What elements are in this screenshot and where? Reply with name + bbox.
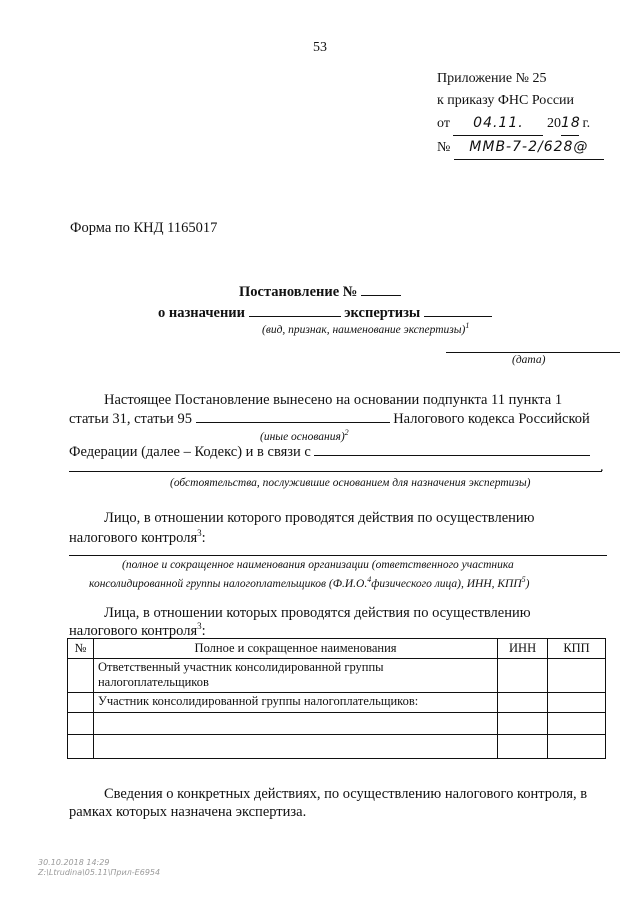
table-cell xyxy=(68,735,94,759)
appendix-number xyxy=(437,136,604,160)
appendix-line2: к приказу ФНС России xyxy=(437,93,575,108)
circumstances-period: . xyxy=(600,459,604,475)
col-header-name: Полное и сокращенное наименования xyxy=(93,639,497,659)
table-cell xyxy=(498,659,548,693)
table-cell: Ответственный участник консолидированной группы налогоплательщиков xyxy=(93,659,497,693)
para2-line1: Лицо, в отношении которого проводятся действия по осуществлению xyxy=(104,510,535,526)
person-caption-part-c: ) xyxy=(525,577,530,590)
expertise-name-blank xyxy=(424,304,492,317)
person-caption-part-b: физического лица), ИНН, КПП xyxy=(371,577,522,590)
date-suffix: г. xyxy=(582,116,591,131)
page-number: 53 xyxy=(313,40,327,55)
other-grounds-caption xyxy=(260,428,349,443)
table-cell xyxy=(498,735,548,759)
other-grounds-blank xyxy=(196,410,390,423)
date-line xyxy=(446,352,620,353)
appendix-block xyxy=(437,68,604,160)
para3-line2-text: налогового контроля xyxy=(69,622,198,639)
expertise-type-blank xyxy=(249,304,341,317)
para4-line1: Сведения о конкретных действиях, по осуществлению налогового контроля, в xyxy=(104,786,588,802)
participants-table xyxy=(67,638,606,759)
date-year-suffix: 18 xyxy=(560,115,581,131)
para3-line2: налогового контроля$^3$: xyxy=(69,621,206,639)
footnote-5-mark: 5 xyxy=(521,575,526,584)
circumstances-caption: (обстоятельства, послужившие основанием для назначения экспертизы) xyxy=(170,477,531,489)
person-caption-line1: (полное и сокращенное наименования организации (ответственного участника xyxy=(122,559,514,571)
table-cell xyxy=(548,735,606,759)
footer-line2: Z:\Ltrudina\05.11\Прил-E6954 xyxy=(38,868,161,877)
footnote-3b-mark: 3 xyxy=(197,621,202,631)
table-row xyxy=(68,735,606,759)
para3-line1: Лица, в отношении которых проводятся действия по осуществлению xyxy=(104,605,531,621)
date-caption: (дата) xyxy=(512,354,546,366)
footer-line1: 30.10.2018 14:29 xyxy=(38,858,110,867)
document-title xyxy=(0,283,640,301)
footnote-3-mark: 3 xyxy=(197,528,202,538)
person-caption-line2 xyxy=(89,575,530,590)
table-cell: Участник консолидированной группы налогоплательщиков: xyxy=(93,693,497,713)
table-row xyxy=(68,693,606,713)
table-cell xyxy=(68,713,94,735)
circumstances-blank-1 xyxy=(314,443,590,456)
para2-line2-text: налогового контроля xyxy=(69,529,198,546)
document-subtitle xyxy=(158,304,492,322)
table-cell xyxy=(68,659,94,693)
table-cell xyxy=(548,659,606,693)
order-number: ММВ-7-2/628@ xyxy=(469,139,589,155)
para1-line2-start: статьи 31, статьи 95 xyxy=(69,411,192,427)
para1-line3 xyxy=(69,443,590,461)
table-cell xyxy=(68,693,94,713)
subtitle-part2: экспертизы xyxy=(344,305,421,321)
table-cell xyxy=(548,713,606,735)
para1-line2-end: Налогового кодекса Российской xyxy=(393,411,590,427)
subtitle-part1: о назначении xyxy=(158,305,246,321)
col-header-inn: ИНН xyxy=(498,639,548,659)
col-header-number: № xyxy=(68,639,94,659)
date-year-prefix: 20 xyxy=(546,116,561,131)
footer-stamp xyxy=(38,858,160,878)
table-cell xyxy=(93,735,497,759)
other-grounds-caption-text: (иные основания) xyxy=(260,430,345,443)
title-text: Постановление № xyxy=(239,284,358,300)
col-header-kpp: КПП xyxy=(548,639,606,659)
date-day-month: 04.11. xyxy=(473,115,524,131)
para4-line2: рамках которых назначена экспертиза. xyxy=(69,804,307,820)
para2-line2: налогового контроля$^3$: xyxy=(69,528,206,546)
person-caption-part-a: консолидированной группы налогоплательщиков (Ф.И.О. xyxy=(89,577,368,590)
table-row xyxy=(68,713,606,735)
circumstances-line-2 xyxy=(69,471,602,472)
appendix-line1: Приложение № 25 xyxy=(437,71,547,86)
person-line xyxy=(69,555,607,556)
table-cell xyxy=(498,693,548,713)
table-header-row xyxy=(68,639,606,659)
subtitle-caption xyxy=(262,321,469,336)
appendix-date xyxy=(437,112,604,136)
date-prefix: от xyxy=(437,116,450,131)
table-cell xyxy=(93,713,497,735)
number-prefix: № xyxy=(437,140,451,155)
table-cell xyxy=(498,713,548,735)
para1-line2 xyxy=(69,410,609,428)
footnote-1-mark: 1 xyxy=(465,321,470,330)
para1-line3-text: Федерации (далее – Кодекс) и в связи с xyxy=(69,444,311,460)
table-row xyxy=(68,659,606,693)
footnote-2-mark: 2 xyxy=(344,428,349,437)
form-code: Форма по КНД 1165017 xyxy=(70,220,218,236)
footnote-4-mark: 4 xyxy=(367,575,372,584)
title-number-blank xyxy=(361,283,401,296)
para1-line1: Настоящее Постановление вынесено на основании подпункта 11 пункта 1 xyxy=(104,392,563,408)
subtitle-caption-text: (вид, признак, наименование экспертизы) xyxy=(262,323,466,336)
table-cell xyxy=(548,693,606,713)
